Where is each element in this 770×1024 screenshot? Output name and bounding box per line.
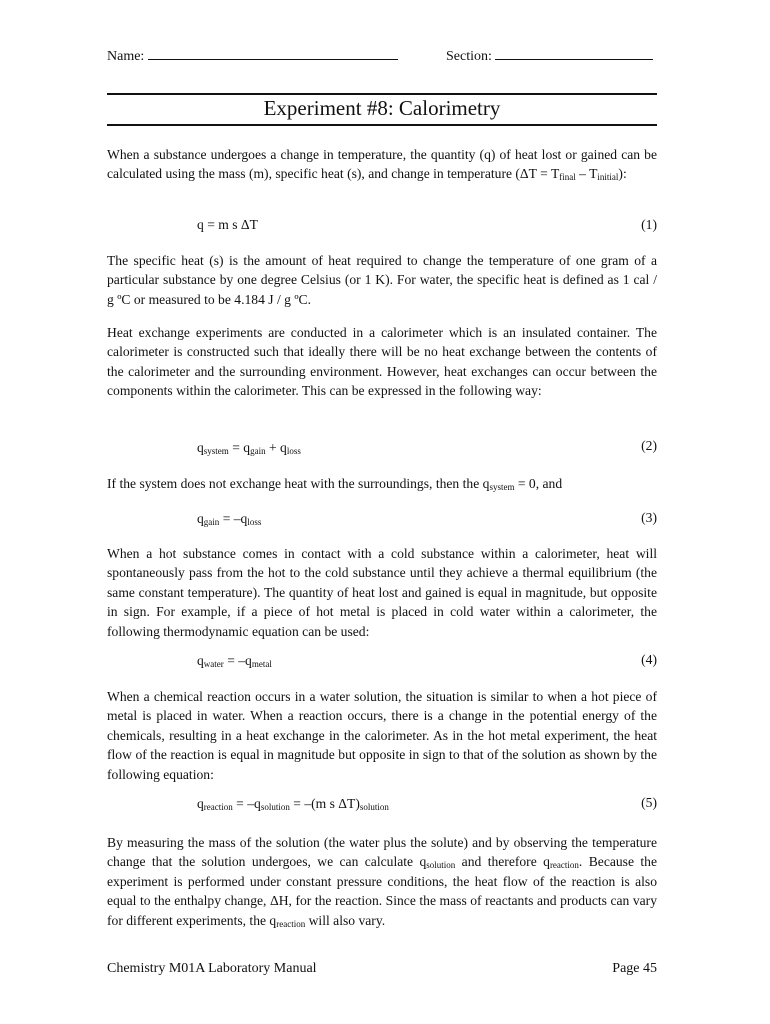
- specific-heat-paragraph: The specific heat (s) is the amount of heat required to change the temperature of one gram of a particular substance by one degree Celsius (or 1 K). For water, the specific heat is defined as 1 cal / g ºC or measured to be 4.184 J / g ºC.: [107, 253, 657, 307]
- page-title: Experiment #8: Calorimetry: [263, 96, 501, 120]
- equation-3-number: (3): [641, 510, 657, 525]
- equation-4: $q_{water} = -q_{metal}$: [197, 653, 272, 669]
- name-label: Name:: [107, 49, 145, 64]
- title-rule-top: [107, 93, 657, 95]
- footer-page-number: Page 45: [612, 961, 657, 976]
- section-label: Section:: [446, 49, 492, 64]
- if-system-paragraph: If the system does not exchange heat with the surroundings, then the $q_{system} = 0$, and: [107, 476, 563, 492]
- title-rule-bottom: [107, 124, 657, 126]
- intro-paragraph: When a substance undergoes a change in temperature, the quantity (q) of heat lost or gained can be calculated using the mass (m), specific heat (s), and change in temperature $(\Delta T = T_{final} - T_{initial})$:: [107, 147, 657, 183]
- equation-5-number: (5): [641, 795, 657, 810]
- section-field: [446, 47, 653, 65]
- heat-exchange-paragraph: Heat exchange experiments are conducted in a calorimeter which is an insulated container. The calorimeter is constructed such that ideally there will be no heat exchange between the contents of the calorimeter and the surrounding environment. However, heat exchanges can occur between the components within the calorimeter. This can be expressed in the following way:: [107, 325, 657, 399]
- equation-2: $q_{system} = q_{gain} + q_{loss}$: [197, 440, 301, 456]
- equation-4-number: (4): [641, 652, 657, 667]
- hot-substance-paragraph: When a hot substance comes in contact with a cold substance within a calorimeter, heat will spontaneously pass from the hot to the cold substance until they achieve a thermal equilibrium (the same constant temperature). The quantity of heat lost and gained is equal in magnitude, but opposite in sign. For example, if a piece of hot metal is placed in cold water within a calorimeter, the following thermodynamic equation can be used:: [107, 546, 657, 639]
- footer-manual-title: Chemistry M01A Laboratory Manual: [107, 961, 317, 976]
- name-field: [107, 47, 398, 65]
- equation-1: q = m s ΔT: [197, 217, 258, 232]
- equation-2-number: (2): [641, 438, 657, 453]
- equation-5: $q_{reaction} = -q_{solution} = -(m$ s $\Delta T)_{solution}$: [197, 796, 389, 812]
- reaction-paragraph: When a chemical reaction occurs in a water solution, the situation is similar to when a hot piece of metal is placed in water. When a reaction occurs, there is a change in the potential energy of the chemicals, resulting in a heat exchange in the calorimeter. As in the hot metal experiment, the heat flow of the reaction is equal in magnitude but opposite in sign to that of the solution as shown by the following equation:: [107, 689, 657, 782]
- equation-1-number: (1): [641, 217, 657, 232]
- section-blank[interactable]: [495, 47, 653, 60]
- name-blank[interactable]: [148, 47, 398, 60]
- equation-3: $q_{gain} = -q_{loss}$: [197, 511, 262, 527]
- measuring-paragraph: By measuring the mass of the solution (the water plus the solute) and by observing the temperature change that the solution undergoes, we can calculate $q_{solution}$ and therefore $q_{reaction}$. Because the experiment is performed under constant pressure conditions, the heat flow of the reaction is also equal to the enthalpy change, ΔH, for the reaction. Since the mass of reactants and products can vary for different experiments, the $q_{reaction}$ will also vary.: [107, 835, 658, 929]
